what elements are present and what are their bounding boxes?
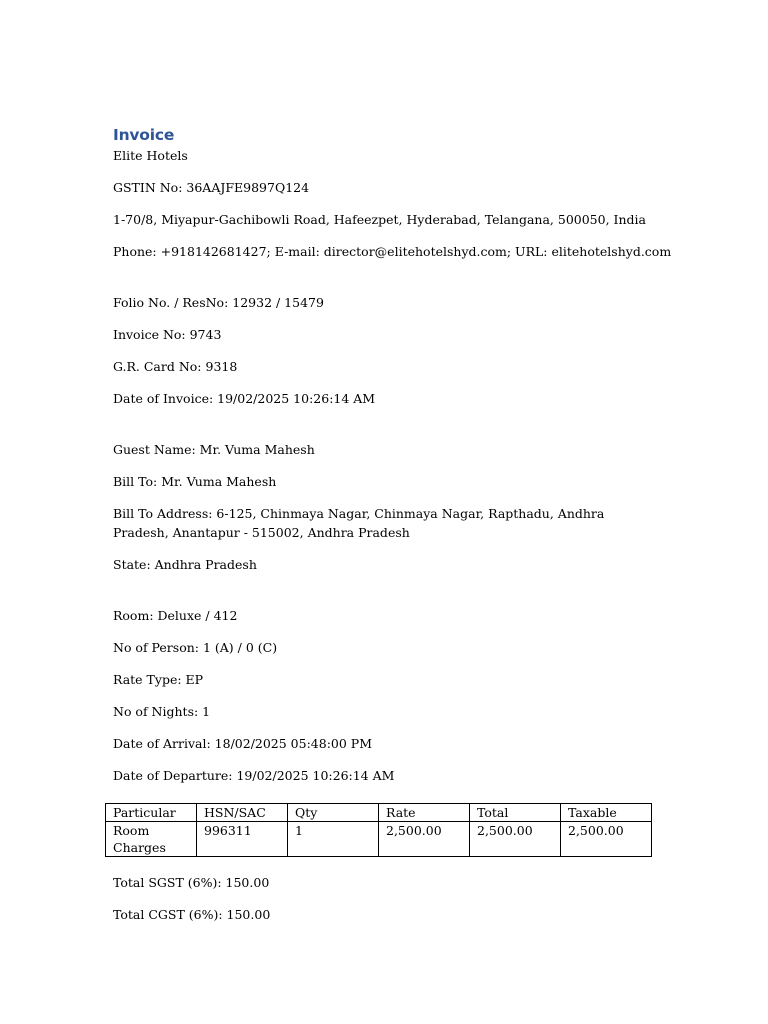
- total-sgst: Total SGST (6%): 150.00: [113, 875, 270, 890]
- header-total: Total: [470, 804, 561, 822]
- cell-qty: 1: [288, 822, 379, 857]
- hotel-name: Elite Hotels: [113, 148, 188, 163]
- tax-totals: [113, 873, 270, 924]
- charges-table: [105, 803, 652, 857]
- cell-taxable: 2,500.00: [561, 822, 652, 857]
- cell-hsn-sac: 996311: [197, 822, 288, 857]
- state: State: Andhra Pradesh: [113, 557, 257, 572]
- rate-type: Rate Type: EP: [113, 672, 204, 687]
- bill-to-address: Bill To Address: 6-125, Chinmaya Nagar, Chinmaya Nagar, Rapthadu, Andhra Pradesh, Anantapur - 515002, Andhra Pradesh: [113, 506, 605, 540]
- table-header-row: [106, 804, 652, 822]
- table-row: [106, 822, 652, 857]
- total-cgst: Total CGST (6%): 150.00: [113, 907, 271, 922]
- hotel-address: 1-70/8, Miyapur-Gachibowli Road, Hafeezpet, Hyderabad, Telangana, 500050, India: [113, 212, 646, 227]
- header-particular: Particular: [106, 804, 197, 822]
- nights-count: No of Nights: 1: [113, 704, 211, 719]
- invoice-number: Invoice No: 9743: [113, 327, 222, 342]
- persons-count: No of Person: 1 (A) / 0 (C): [113, 640, 278, 655]
- header-taxable: Taxable: [561, 804, 652, 822]
- arrival-date: Date of Arrival: 18/02/2025 05:48:00 PM: [113, 736, 373, 751]
- gr-card-number: G.R. Card No: 9318: [113, 359, 238, 374]
- cell-total: 2,500.00: [470, 822, 561, 857]
- header-hsn-sac: HSN/SAC: [197, 804, 288, 822]
- hotel-contact: Phone: +918142681427; E-mail: director@elitehotelshyd.com; URL: elitehotelshyd.com: [113, 244, 672, 259]
- guest-name: Guest Name: Mr. Vuma Mahesh: [113, 442, 315, 457]
- cell-rate: 2,500.00: [379, 822, 470, 857]
- room-info: Room: Deluxe / 412: [113, 608, 238, 623]
- cell-particular: Room Charges: [106, 822, 197, 857]
- page-title: Invoice: [113, 126, 175, 144]
- invoice-date: Date of Invoice: 19/02/2025 10:26:14 AM: [113, 391, 376, 406]
- departure-date: Date of Departure: 19/02/2025 10:26:14 AM: [113, 768, 395, 783]
- folio-number: Folio No. / ResNo: 12932 / 15479: [113, 295, 324, 310]
- header-qty: Qty: [288, 804, 379, 822]
- bill-to: Bill To: Mr. Vuma Mahesh: [113, 474, 277, 489]
- invoice-document: [113, 124, 672, 785]
- hotel-gstin: GSTIN No: 36AAJFE9897Q124: [113, 180, 310, 195]
- header-rate: Rate: [379, 804, 470, 822]
